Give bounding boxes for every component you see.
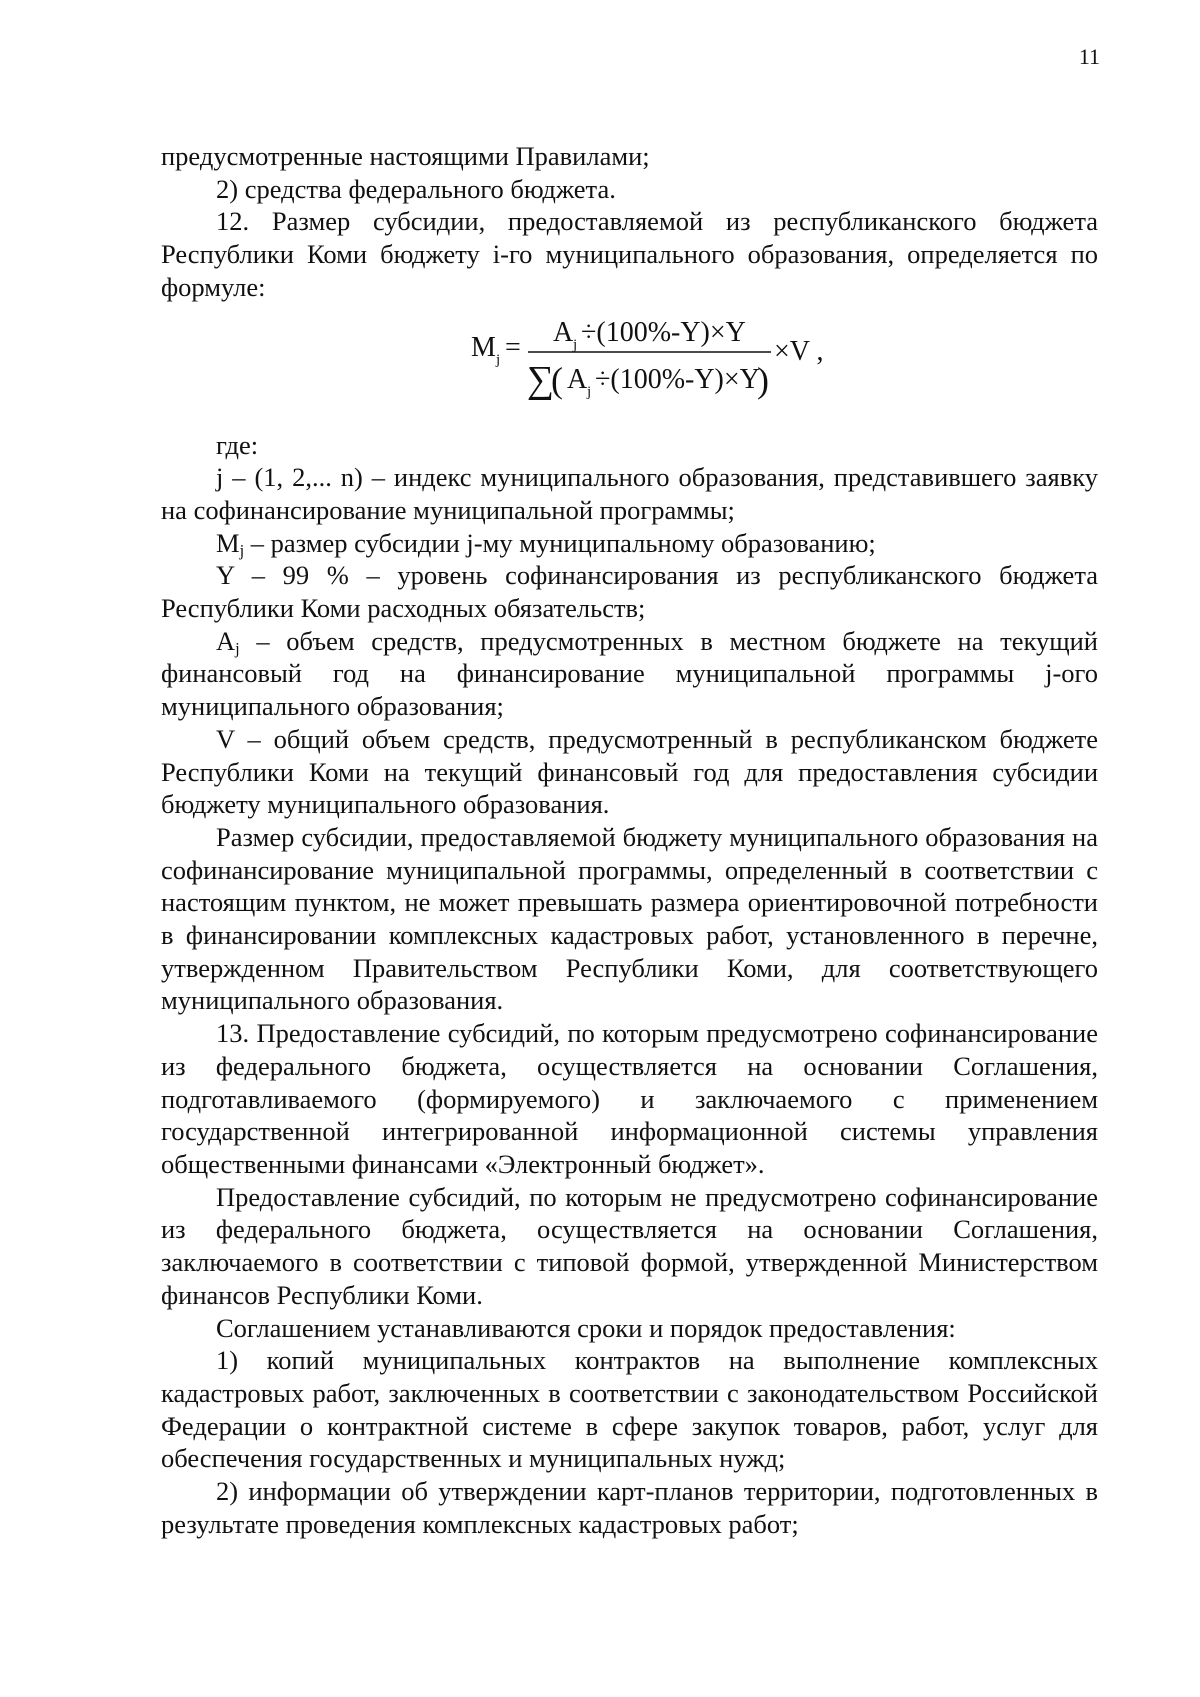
formula-numerator-a-sub: j bbox=[573, 336, 578, 353]
formula-numerator-a: A bbox=[553, 316, 574, 348]
paragraph-2: 2) средства федерального бюджета. bbox=[216, 173, 616, 204]
mj-subscript: j bbox=[239, 540, 245, 560]
page-number: 11 bbox=[1078, 44, 1100, 69]
definition-aj bbox=[161, 625, 1098, 723]
mj-symbol: M bbox=[216, 527, 240, 558]
formula-numerator-rest: ÷(100%-Y)×Y bbox=[581, 316, 746, 348]
paragraph-3: 12. Размер субсидии, предоставляемой из республиканского бюджета Республики Коми бюджету i-го муниципального образования, определяется по формуле: bbox=[161, 206, 1098, 302]
formula-denominator-a-sub: j bbox=[587, 383, 592, 400]
definition-v: V – общий объем средств, предусмотренный в республиканском бюджете Республики Коми на текущий финансовый год для предоставления субсидии бюджету муниципального образования. bbox=[161, 723, 1098, 820]
formula-denominator-a: A bbox=[567, 363, 588, 395]
list-item-2: 2) информации об утверждении карт-планов территории, подготовленных в результате проведения комплексных кадастровых работ; bbox=[161, 1476, 1098, 1539]
paragraph-non-federal: Предоставление субсидий, по которым не предусмотрено софинансирование из федерального бюджета, осуществляется на основании Соглашения, заключаемого в соответствии с типовой формой, утвержденной Министерством финансов Республики Коми. bbox=[161, 1181, 1098, 1310]
paragraph-agreement: Соглашением устанавливаются сроки и порядок предоставления: bbox=[216, 1312, 956, 1343]
document-body bbox=[161, 140, 1098, 1540]
formula-denominator-close: ) bbox=[757, 359, 769, 400]
subsidy-formula bbox=[161, 304, 1098, 429]
aj-subscript: j bbox=[235, 638, 240, 658]
formula-sigma: ∑ bbox=[527, 358, 555, 401]
formula-denominator-rest: ÷(100%-Y)×Y bbox=[595, 363, 760, 395]
mj-text: – размер субсидии j-му муниципальному образованию; bbox=[244, 527, 876, 558]
aj-symbol: A bbox=[216, 625, 236, 656]
aj-text: – объем средств, предусмотренных в местном бюджете на текущий финансовый год на финансирование муниципальной программы j-ого муниципального образования; bbox=[161, 625, 1098, 722]
definition-y: Y – 99 % – уровень софинансирования из республиканского бюджета Республики Коми расходных обязательств; bbox=[161, 560, 1098, 624]
formula-lhs: M bbox=[471, 331, 496, 363]
paragraph-13: 13. Предоставление субсидий, по которым предусмотрено софинансирование из федерального бюджета, осуществляется на основании Соглашения, подготавливаемого (формируемого) и заключаемого с применением государственной интегрированной информационной системы управления общественными финансами «Электронный бюджет». bbox=[161, 1018, 1098, 1179]
list-item-1: 1) копий муниципальных контрактов на выполнение комплексных кадастровых работ, заключенных в соответствии с законодательством Российской Федерации о контрактной системе в сфере закупок товаров, работ, услуг для обеспечения государственных и муниципальных нужд; bbox=[161, 1345, 1098, 1474]
formula-lhs-sub: j bbox=[496, 351, 501, 368]
where-label: где: bbox=[216, 429, 259, 460]
definition-j: j – (1, 2,... n) – индекс муниципального образования, представившего заявку на софинансирование муниципальной программы; bbox=[161, 462, 1098, 525]
paragraph-1: предусмотренные настоящими Правилами; bbox=[161, 141, 650, 171]
paragraph-subsidy-limit: Размер субсидии, предоставляемой бюджету муниципального образования на софинансирование муниципальной программы, определенный в соответствии с настоящим пунктом, не может превышать размера ориентировочной потребности в финансировании комплексных кадастровых работ, установленного в перечне, утвержденном Правительством Республики Коми, для соответствующего муниципального образования. bbox=[161, 821, 1098, 1016]
formula-equals: = bbox=[505, 331, 521, 363]
formula-rhs: ×V , bbox=[774, 335, 824, 367]
formula-denominator-open: ( bbox=[551, 359, 563, 400]
definition-mj bbox=[161, 527, 1098, 560]
